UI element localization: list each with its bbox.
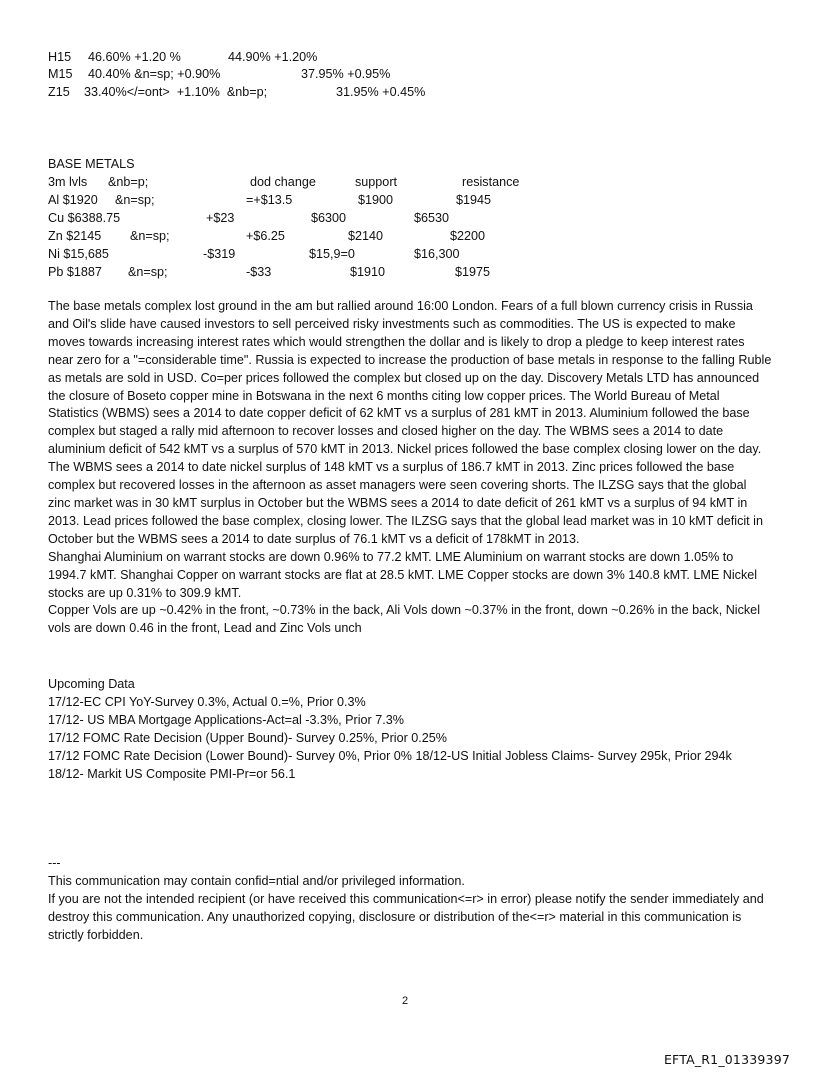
- list-item: 18/12- Markit US Composite PMI-Pr=or 56.1: [48, 766, 296, 781]
- list-item: 17/12 FOMC Rate Decision (Lower Bound)- Survey 0%, Prior 0% 18/12-US Initial Jobless Claims- Survey 295k, Prior 294k: [48, 748, 732, 763]
- table-cell: $6530: [414, 211, 450, 225]
- table-cell: +$23: [206, 211, 235, 225]
- table-header-cell: 3m lvls: [48, 175, 88, 189]
- fx-row-value-a: 33.40%</=ont> +1.10% &nb=p;: [84, 85, 268, 99]
- table-cell: $1945: [456, 193, 492, 207]
- page-number: 2: [402, 995, 409, 1007]
- table-cell: -$33: [246, 265, 272, 279]
- table-cell: Zn $2145: [48, 229, 102, 243]
- table-cell: Pb $1887: [48, 265, 102, 279]
- table-cell: =+$13.5: [246, 193, 293, 207]
- fx-row-value-a: 46.60% +1.20 %: [88, 50, 181, 64]
- disclaimer-line: If you are not the intended recipient (or have received this communication<=r> in error) please notify the sender immediately and destroy this communication. Any unauthorized copying, disclosure or distribution of the<=r> material in this communication is strictly forbidden.: [48, 891, 764, 942]
- separator: ---: [48, 856, 61, 870]
- table-cell: $6300: [311, 211, 347, 225]
- table-cell: Ni $15,685: [48, 247, 109, 261]
- fx-row-value-b: 44.90% +1.20%: [228, 50, 318, 64]
- vols-paragraph: Copper Vols are up ~0.42% in the front, ~0.73% in the back, Ali Vols down ~0.37% in the front, down ~0.26% in the back, Nickel vols are down 0.46 in the front, Lead and Zinc Vols unch: [48, 603, 760, 636]
- table-cell: $1975: [455, 265, 491, 279]
- table-cell: $16,300: [414, 247, 460, 261]
- table-cell: Cu $6388.75: [48, 211, 121, 225]
- table-cell: $2140: [348, 229, 384, 243]
- upcoming-heading: Upcoming Data: [48, 677, 135, 691]
- table-cell: $1900: [358, 193, 394, 207]
- document-id: EFTA_R1_01339397: [663, 1052, 790, 1067]
- fx-row-label: M15: [48, 67, 73, 81]
- fx-row-value-a: 40.40% &n=sp; +0.90%: [88, 67, 221, 81]
- fx-row-label: Z15: [48, 85, 70, 99]
- stocks-paragraph: Shanghai Aluminium on warrant stocks are down 0.96% to 77.2 kMT. LME Aluminium on warrant stocks are down 1.05% to 1994.7 kMT. Shanghai Copper on warrant stocks are flat at 28.5 kMT. LME Copper stocks are down 3% 140.8 kMT. LME Nickel stocks are up 0.31% to 309.9 kMT.: [48, 549, 758, 600]
- fx-row-value-b: 37.95% +0.95%: [301, 67, 391, 81]
- table-cell: &n=sp;: [128, 265, 168, 279]
- disclaimer: [48, 855, 772, 945]
- upcoming-data-section: [48, 676, 772, 783]
- table-cell: $15,9=0: [309, 247, 355, 261]
- table-cell: Al $1920: [48, 193, 98, 207]
- table-cell: -$319: [203, 247, 236, 261]
- table-cell: $2200: [450, 229, 486, 243]
- table-cell: &n=sp;: [115, 193, 155, 207]
- table-header-cell: support: [355, 175, 398, 189]
- list-item: 17/12-EC CPI YoY-Survey 0.3%, Actual 0.=%, Prior 0.3%: [48, 694, 366, 709]
- list-item: 17/12- US MBA Mortgage Applications-Act=al -3.3%, Prior 7.3%: [48, 712, 404, 727]
- table-cell: +$6.25: [246, 229, 285, 243]
- fx-row-value-b: 31.95% +0.45%: [336, 85, 426, 99]
- market-commentary: [48, 298, 772, 638]
- list-item: 17/12 FOMC Rate Decision (Upper Bound)- Survey 0.25%, Prior 0.25%: [48, 730, 447, 745]
- disclaimer-line: This communication may contain confid=ntial and/or privileged information.: [48, 873, 465, 888]
- commentary-paragraph: The base metals complex lost ground in the am but rallied around 16:00 London. Fears of a full blown currency crisis in Russia and Oil's slide have caused investors to sell perceived risky investments such as commodities. The US is expected to make moves towards increasing interest rates which would strengthen the dollar and is likely to drop a pledge to keep interest rates near zero for a "=considerable time". Russia is expected to increase the production of base metals in response to the falling Ruble as metals are sold in USD. Co=per prices followed the complex but closed up on the day. Discovery Metals LTD has announced the closure of Boseto copper mine in Botswana in the next 6 months citing low copper prices. The World Bureau of Metal Statistics (WBMS) sees a 2014 to date copper deficit of 62 kMT vs a surplus of 281 kMT in 2013. Aluminium followed the base complex but staged a rally mid afternoon to recover losses and closed higher on the day. The WBMS sees a 2014 to date aluminium deficit of 542 kMT vs a surplus of 570 kMT in 2013. Nickel prices followed the base complex closing lower on the day. The WBMS sees a 2014 to date nickel surplus of 148 kMT vs a surplus of 186.7 kMT in 2013. Zinc prices followed the base complex but recovered losses in the afternoon as asset managers were seen covering shorts. The ILZSG says that the global zinc market was in 30 kMT surplus in October but the WBMS sees a 2014 to date deficit of 261 kMT vs a surplus of 94 kMT in 2013. Lead prices followed the base complex, closing lower. The ILZSG says that the global lead market was in 10 kMT deficit in October but the WBMS sees a 2014 to date surplus of 76.1 kMT vs a deficit of 178kMT in 2013.: [48, 299, 772, 546]
- table-header-cell: dod change: [250, 175, 316, 189]
- table-cell: $1910: [350, 265, 386, 279]
- table-header-cell: resistance: [462, 175, 520, 189]
- base-metals-heading: BASE METALS: [48, 157, 135, 171]
- table-header-cell: &nb=p;: [108, 175, 149, 189]
- table-cell: &n=sp;: [130, 229, 170, 243]
- fx-row-label: H15: [48, 50, 72, 64]
